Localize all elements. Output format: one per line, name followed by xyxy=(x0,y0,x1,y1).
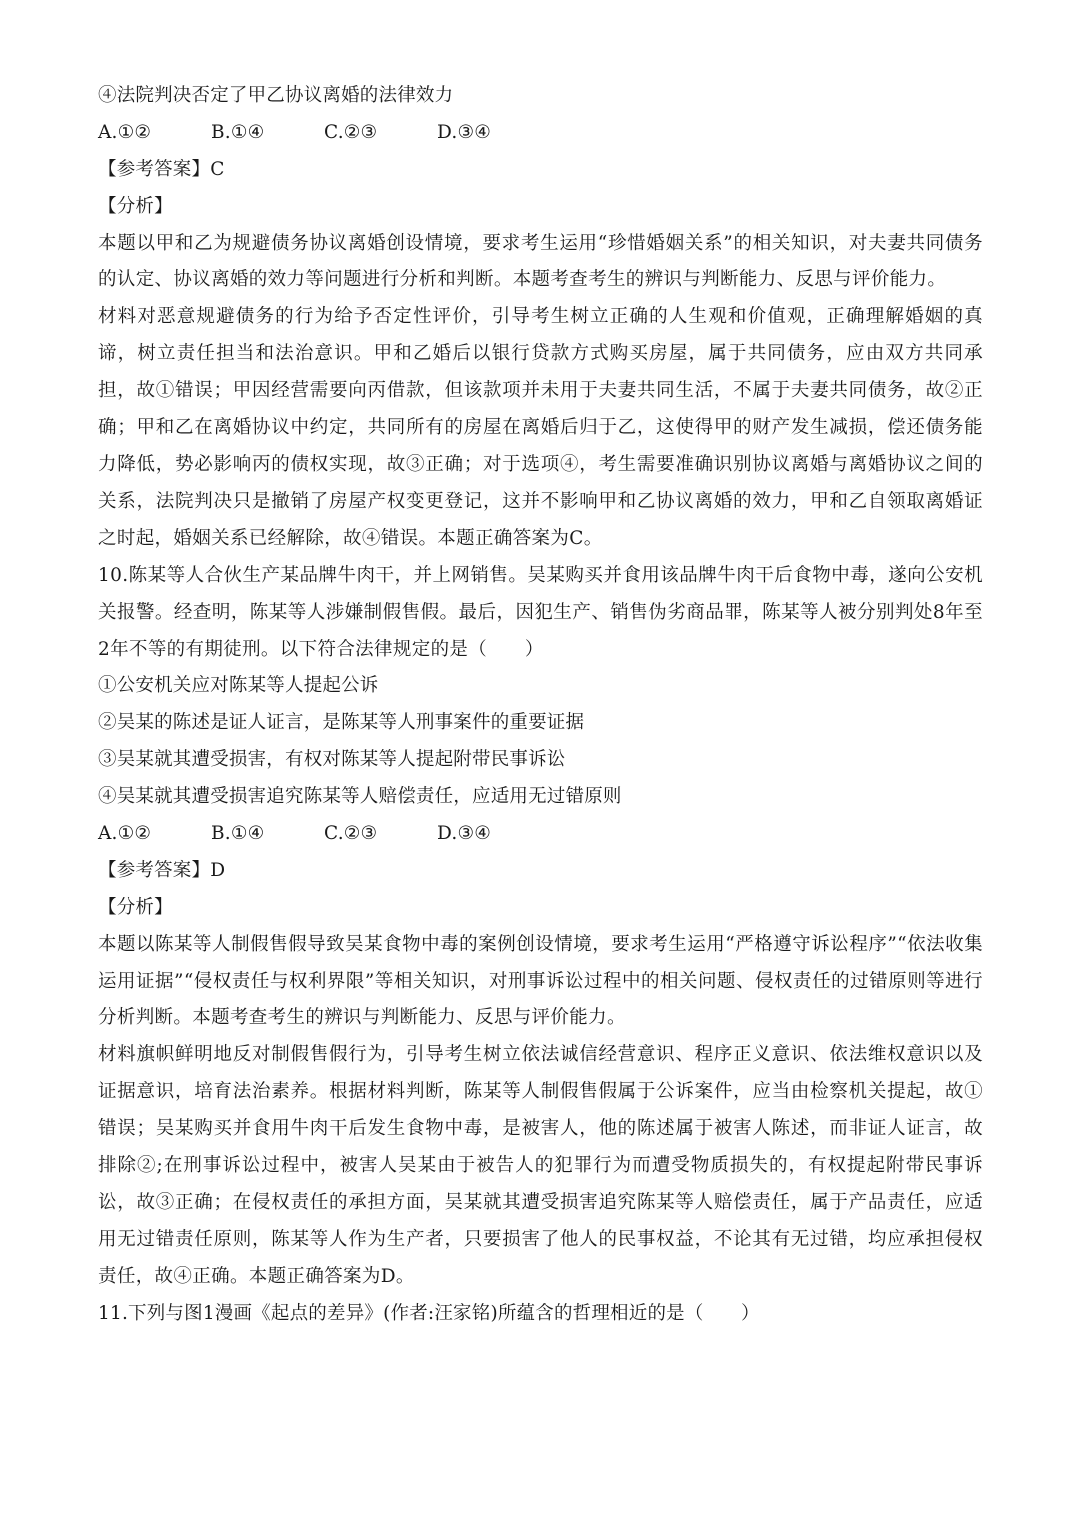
q10-analysis-title: 【分析】 xyxy=(98,896,173,918)
q9-answer: 【参考答案】C xyxy=(98,158,225,180)
q10-item-4: ④吴某就其遭受损害追究陈某等人赔偿责任，应适用无过错原则 xyxy=(98,786,622,808)
document-page xyxy=(98,78,983,1333)
q10-option-b: B.①④ xyxy=(211,823,265,844)
q9-option-c: C.②③ xyxy=(324,121,378,143)
q10-analysis-paragraph-2: 材料旗帜鲜明地反对制假售假行为，引导考生树立依法诚信经营意识、程序正义意识、依法维权意识以及证据意识，培育法治素养。根据材料判断，陈某等人制假售假属于公诉案件，应当由检察机关提起，故①错误；吴某购买并食用牛肉干后发生食物中毒，是被害人，他的陈述属于被害人陈述，而非证人证言，故排除②;在刑事诉讼过程中，被害人吴某由于被告人的犯罪行为而遭受物质损失的，有权提起附带民事诉讼，故③正确；在侵权责任的承担方面，吴某就其遭受损害追究陈某等人赔偿责任，属于产品责任，应适用无过错责任原则，陈某等人作为生产者，只要损害了他人的民事权益，不论其有无过错，均应承担侵权责任，故④正确。本题正确答案为D。 xyxy=(98,1044,983,1287)
q9-option-b: B.①④ xyxy=(211,121,265,143)
q10-options xyxy=(98,816,983,853)
q9-option-d: D.③④ xyxy=(437,121,492,143)
q10-option-c: C.②③ xyxy=(324,823,378,844)
q9-option-a: A.①② xyxy=(98,121,152,143)
q9-analysis-paragraph-1: 本题以甲和乙为规避债务协议离婚创设情境，要求考生运用“珍惜婚姻关系”的相关知识，对夫妻共同债务的认定、协议离婚的效力等问题进行分析和判断。本题考查考生的辨识与判断能力、反思与评价能力。 xyxy=(98,232,983,291)
q9-options xyxy=(98,115,983,152)
q10-item-1: ①公安机关应对陈某等人提起公诉 xyxy=(98,675,379,697)
q10-item-2: ②吴某的陈述是证人证言，是陈某等人刑事案件的重要证据 xyxy=(98,712,585,734)
q10-answer: 【参考答案】D xyxy=(98,859,226,881)
q10-item-3: ③吴某就其遭受损害，有权对陈某等人提起附带民事诉讼 xyxy=(98,749,566,771)
q9-analysis-title: 【分析】 xyxy=(98,195,173,217)
q9-analysis-paragraph-2: 材料对恶意规避债务的行为给予否定性评价，引导考生树立正确的人生观和价值观，正确理解婚姻的真谛，树立责任担当和法治意识。甲和乙婚后以银行贷款方式购买房屋，属于共同债务，应由双方共同承担，故①错误；甲因经营需要向丙借款，但该款项并未用于夫妻共同生活，不属于夫妻共同债务，故②正确；甲和乙在离婚协议中约定，共同所有的房屋在离婚后归于乙，这使得甲的财产发生减损，偿还债务能力降低，势必影响丙的债权实现，故③正确；对于选项④，考生需要准确识别协议离婚与离婚协议之间的关系，法院判决只是撤销了房屋产权变更登记，这并不影响甲和乙协议离婚的效力，甲和乙自领取离婚证之时起，婚姻关系已经解除，故④错误。本题正确答案为C。 xyxy=(98,306,983,549)
q10-option-a: A.①② xyxy=(98,823,152,844)
q10-stem: 10.陈某等人合伙生产某品牌牛肉干，并上网销售。吴某购买并食用该品牌牛肉干后食物中毒，遂向公安机关报警。经查明，陈某等人涉嫌制假售假。最后，因犯生产、销售伪劣商品罪，陈某等人被分别判处8年至2年不等的有期徒刑。以下符合法律规定的是（ ） xyxy=(98,564,983,660)
q9-item-4: ④法院判决否定了甲乙协议离婚的法律效力 xyxy=(98,85,454,106)
q10-option-d: D.③④ xyxy=(437,823,492,844)
q11-stem: 11.下列与图1漫画《起点的差异》(作者:汪家铭)所蕴含的哲理相近的是（ ） xyxy=(98,1302,760,1324)
q10-analysis-paragraph-1: 本题以陈某等人制假售假导致吴某食物中毒的案例创设情境，要求考生运用“严格遵守诉讼程序”“依法收集运用证据”“侵权责任与权利界限”等相关知识，对刑事诉讼过程中的相关问题、侵权责任的过错原则等进行分析判断。本题考查考生的辨识与判断能力、反思与评价能力。 xyxy=(98,933,983,1029)
